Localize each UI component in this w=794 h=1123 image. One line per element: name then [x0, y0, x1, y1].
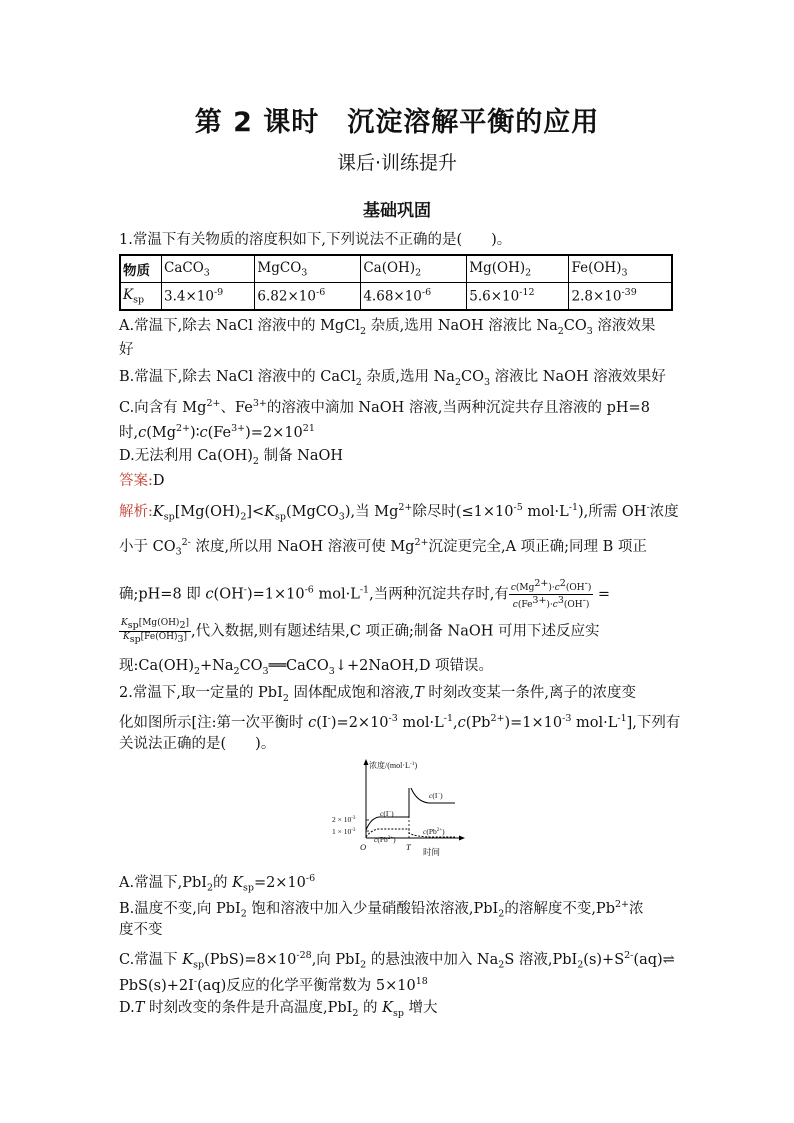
table-cell: MgCO$_3$ [255, 255, 361, 283]
concentration-graph [325, 758, 475, 862]
y-axis-label: 浓度$/(mol\cdot L^{-1})$ [369, 761, 418, 770]
q1-explain-5: 现$:Ca(OH)_2+Na_2CO_3══CaCO_3↓+2NaOH,D$ 项错误。 [119, 658, 494, 677]
tick-1e-3: $1 \times 10^{-3}$ [332, 827, 356, 836]
q2-option-b: B.温度不变,向 PbI$_2$ 饱和溶液中加入少量硝酸铅浓溶液,PbI$_2$的溶解度不变$,Pb^{2+}$浓 [119, 899, 644, 920]
ksp-table [119, 254, 673, 311]
page-title: 第 2 课时 沉淀溶解平衡的应用 [194, 107, 600, 138]
origin-label: O [360, 842, 367, 852]
q2-stem-3: 关说法正确的是( )。 [119, 736, 276, 752]
table-cell: $Ca(OH)_2$ [361, 255, 467, 283]
q1-option-c: C.向含有 $Mg^{2+}$、$Fe^{3+}$的溶液中滴加 NaOH 溶液,当两种沉淀共存且溶液的 pH=8 [119, 398, 650, 416]
q1-option-a-cont: 好 [119, 342, 134, 358]
y-axis-arrow [364, 759, 369, 765]
table-header-ksp: $K_{sp}$ [120, 283, 162, 311]
q1-option-a: A.常温下,除去 NaCl 溶液中的 MgCl$_2$ 杂质,选用 NaOH 溶液比 $Na_2CO_3$ 溶液效果 [119, 318, 656, 337]
table-row [120, 255, 672, 283]
table-cell: $3.4\times 10^{-9}$ [162, 283, 255, 311]
table-cell: CaCO$_3$ [162, 255, 255, 283]
answer-label: 答案: [119, 473, 153, 489]
page-subtitle: 课后·训练提升 [336, 152, 458, 174]
tick-2e-3: $2 \times 10^{-3}$ [332, 815, 356, 824]
q1-explain-3: 确;pH=8 即 $c(OH^-)=1\times 10^{-6}$ $mol\cdot L^{-1}$,当两种沉淀共存时,有 $\frac{c(Mg^{2+})\cdot c^2(OH^-)}{c(Fe^{3+})\cdot c^3(OH^-)}$ = [119, 578, 611, 610]
q1-stem: 1.常温下有关物质的溶度积如下,下列说法不正确的是( )。 [119, 232, 512, 248]
q2-option-a: A.常温下,PbI$_2$的 $K_{sp}=2\times 10^{-6}$ [119, 873, 316, 894]
table-cell: $6.82\times 10^{-6}$ [255, 283, 361, 311]
q2-option-b-cont: 度不变 [119, 922, 163, 938]
x-axis-arrow [459, 836, 465, 841]
table-cell: $5.6\times 10^{-12}$ [467, 283, 569, 311]
q2-option-d: D.T 时刻改变的条件是升高温度,PbI$_2$ 的 $K_{sp}$ 增大 [119, 1000, 438, 1019]
q1-explain-2: 小于 $CO_3^{2-}$ 浓度,所以用 NaOH 溶液可使 $Mg^{2+}$沉淀更完全,A 项正确;同理 B 项正 [119, 537, 647, 558]
table-cell: $Fe(OH)_3$ [569, 255, 672, 283]
t-label: T [406, 842, 411, 852]
q1-explain-1: 解析$:K_{sp}[Mg(OH)_2]<K_{sp}(MgCO_3)$,当 $Mg^{2+}$除尽时($\le 1\times 10^{-5}$ $mol\cdot L^{-1}$),所需 OH-浓度 [119, 502, 679, 523]
label-cpb-left: $c(Pb^{2+})$ [374, 835, 396, 844]
table-row [120, 283, 672, 311]
table-cell: $Mg(OH)_2$ [467, 255, 569, 283]
q2-option-c: C.常温下 $K_{sp}(PbS)=8\times 10^{-28}$,向 PbI$_2$ 的悬浊液中加入 $Na_2S$ 溶液$,PbI_2(s)+S^{2-}(aq)\rightleftharpoons$ [119, 950, 675, 971]
q2-stem-2: 化如图所示[注:第一次平衡时 $c(I^-)=2\times 10^{-3}$ $mol\cdot L^{-1},c(Pb^{2+})=1\times 10^{-3}$ $mol\cdot L^{-1}$],下列有 [119, 713, 681, 731]
table-cell: $4.68\times 10^{-6}$ [361, 283, 467, 311]
q1-option-c-cont: 时$,c(Mg^{2+})∶c(Fe^{3+})=2\times 10^{21}$ [119, 423, 315, 441]
q2-stem-1: 2.常温下,取一定量的 PbI$_2$ 固体配成饱和溶液,T 时刻改变某一条件,离子的浓度变 [119, 685, 636, 704]
q1-answer [119, 471, 165, 491]
label-ci-left: c(I−) [380, 809, 394, 818]
table-cell: $2.8\times 10^{-39}$ [569, 283, 672, 311]
section-heading: 基础巩固 [363, 201, 431, 221]
explain-label: 解析: [119, 503, 153, 520]
answer-value: D [152, 473, 165, 489]
table-header-substance: 物质 [120, 255, 162, 283]
q2-option-c-cont: PbS(s)+2I-(aq)反应的化学平衡常数为 $5\times 10^{18}$ [119, 976, 428, 994]
fraction-ksp: $\frac{K_{sp}[Mg(OH)_2]}{K_{sp}[Fe(OH)_3]}$ [121, 618, 190, 645]
x-axis-label: 时间 [423, 847, 441, 857]
q1-explain-4: $\frac{K_{sp}[Mg(OH)_2]}{K_{sp}[Fe(OH)_3]}$ ,代入数据,则有题述结果,C 项正确;制备 NaOH 可用下述反应实 [121, 618, 600, 645]
q1-option-b: B.常温下,除去 NaCl 溶液中的 CaCl$_2$ 杂质,选用 $Na_2CO_3$ 溶液比 NaOH 溶液效果好 [119, 369, 666, 388]
fraction-mg-fe: $\frac{c(Mg^{2+})\cdot c^2(OH^-)}{c(Fe^{3+})\cdot c^3(OH^-)}$ [510, 578, 592, 610]
label-ci-right: c(I−) [429, 791, 443, 800]
q1-option-d: D.无法利用 $Ca(OH)_2$ 制备 NaOH [119, 448, 344, 467]
label-cpb-right: $c(Pb^{2+})$ [423, 827, 445, 836]
